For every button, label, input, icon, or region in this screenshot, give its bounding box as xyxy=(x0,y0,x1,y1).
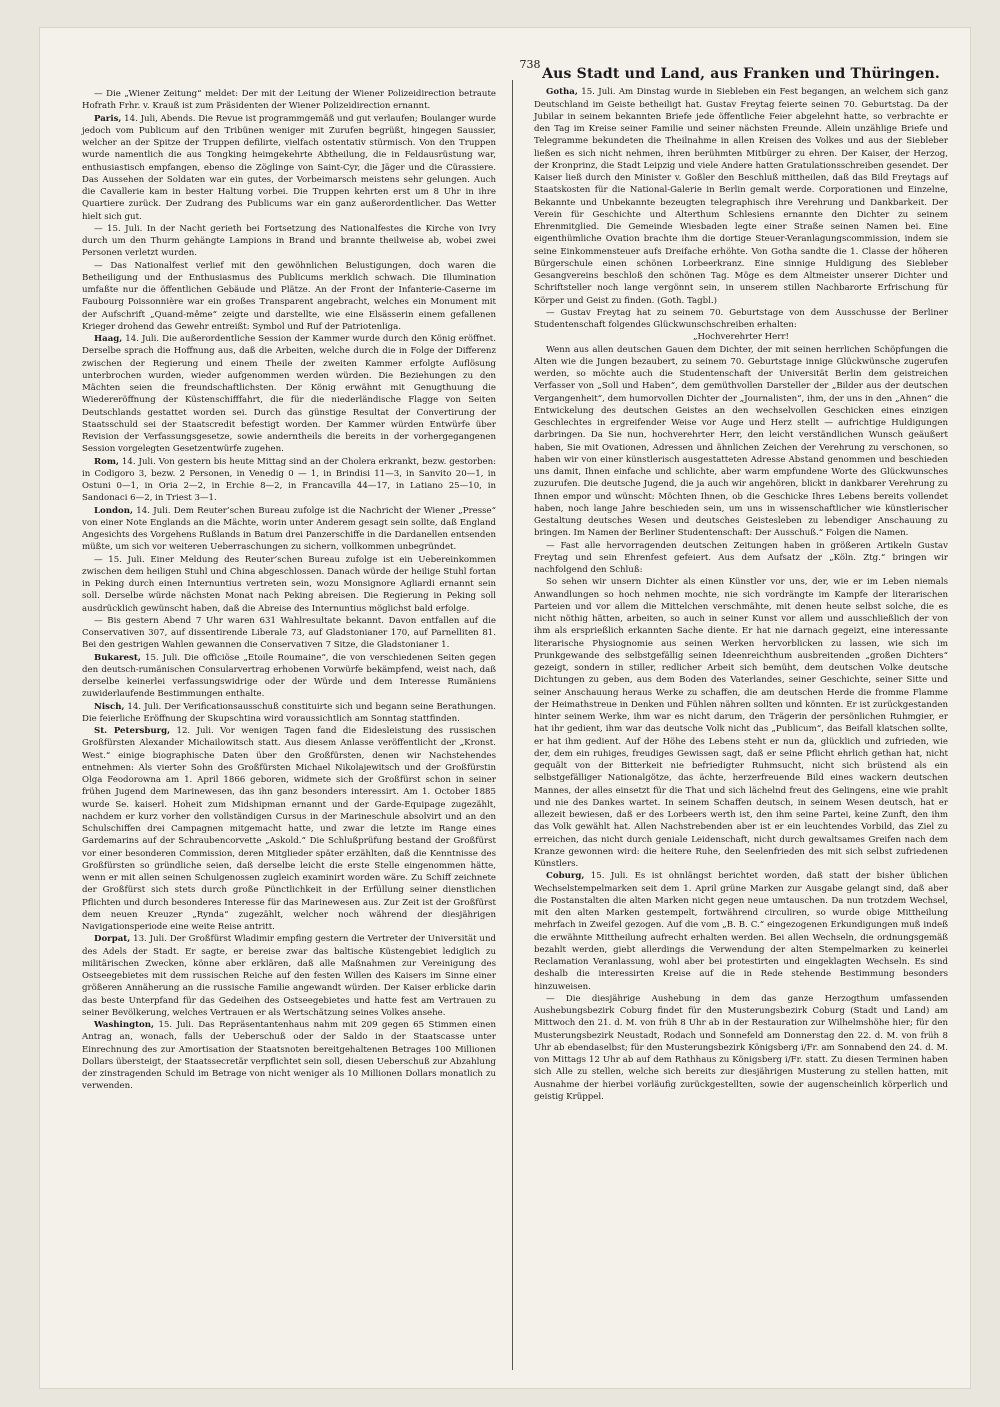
dateline: London, xyxy=(94,505,134,516)
article-paragraph xyxy=(534,86,948,307)
paragraph-text: — Die „Wiener Zeitung“ meldet: Der mit der Leitung der Wiener Polizeidirection betraute Hofrath Frhr. v. Krauß ist zum Präsidenten der Wiener Polizeidirection ernannt. xyxy=(82,89,496,112)
paragraph-text: — Das Nationalfest verlief mit den gewöhnlichen Belustigungen, doch waren die Betheiligung und der Enthusiasmus des Publicums merklich schwach. Die Illumination umfaßte nur die öffentlichen Gebäude und Plätze. An der Front der Infanterie-Caserne im Faubourg Poissonnière war ein großes Transparent angebracht, welches ein Monument mit der Aufschrift „Quand-même“ zeigte und darstellte, wie eine Elsässerin einem gefallenen Krieger drohend das Gewehr entreißt: Symbol und Ruf der Patriotenliga. xyxy=(82,260,496,332)
paragraph-text: 14. Juli. Dem Reuter’schen Bureau zufolge ist die Nachricht der Wiener „Presse“ von einer Note Englands an die Mächte, worin unter Anderem gesagt sein sollte, daß England Angesichts des Vorgehens Rußlands in Batum drei Panzerschiffe in die Dardanellen entsenden müßte, um sich vor weiteren Ueberraschungen zu sichern, vollkommen unbegründet. xyxy=(82,505,496,553)
paragraph-text: — Bis gestern Abend 7 Uhr waren 631 Wahlresultate bekannt. Davon entfallen auf die Conservativen 307, auf dissentirende Liberale 73, auf Gladstonianer 170, auf Parnelliten 81. Bei den gestrigen Wahlen gewannen die Conservativen 7 Sitze, die Gladstonianer 1. xyxy=(82,615,496,651)
article-paragraph xyxy=(82,88,496,113)
paragraph-text: Wenn aus allen deutschen Gauen dem Dichter, der mit seinen herrlichen Schöpfungen die Alten wie die Jungen bezaubert, zu seinem 70. Geburtstage innige Glückwünsche zugerufen werden, so möchte auch die Studentenschaft der Universität Berlin dem geistreichen Verfasser von „Soll und Haben“, dem gemüthvollen Darsteller der „Bilder aus der deutschen Vergangenheit“, dem humorvollen Dichter der „Journalisten“, ihm, der uns in den „Ahnen“ die Entwickelung des deutschen Geistes an den wechselvollen Geschicken eines einzigen Geschlechtes in ergreifender Weise vor Auge und Herz stellt — aufrichtige Huldigungen darbringen. Da Sie nun, hochverehrter Herr, den leicht verständlichen Wunsch geäußert haben, Sie mit Ovationen, Adressen und ähnlichen Zeichen der Verehrung zu verschonen, so haben wir von einer künstlerisch ausgestatteten Adresse Abstand genommen und beschieden uns damit, Ihnen einfache und schlichte, aber warm empfundene Worte des Glückwunsches zuzurufen. Die deutsche Jugend, die ja auch wir angehören, blickt in dankbarer Verehrung zu Ihnen empor und wünscht: Möchten Ihnen, ob die Geschicke Ihres Lebens bereits vollendet haben, noch lange Jahre beschieden sein, um uns in wissenschaftlicher wie künstlerischer Gestaltung deutsches Wesen und deutsches Geistesleben zu lebendiger Anschauung zu bringen. Im Namen der Berliner Studentenschaft: Der Ausschuß.“ Folgen die Namen. xyxy=(534,344,948,539)
dateline: Bukarest, xyxy=(94,652,141,663)
paragraph-text: — Gustav Freytag hat zu seinem 70. Geburtstage von dem Ausschusse der Berliner Studentenschaft folgendes Glückwunschschreiben erhalten: xyxy=(534,307,948,330)
article-paragraph xyxy=(534,993,948,1103)
article-paragraph xyxy=(82,701,496,726)
paragraph-text: 15. Juli. Das Repräsentantenhaus nahm mit 209 gegen 65 Stimmen einen Antrag an, wonach, falls der Ueberschuß oder der Saldo in der Staatscasse unter Einrechnung des zur Amortisation der Staatsnoten bereitgehaltenen Betrages 100 Millionen Dollars übersteigt, der Staatssecretär verpflichtet sein soll, diesen Ueberschuß zur Abzahlung der zinstragenden Schuld im Betrage von nicht weniger als 10 Millionen Dollars monatlich zu verwenden. xyxy=(82,1020,496,1092)
paragraph-text: — 15. Juli. In der Nacht gerieth bei Fortsetzung des Nationalfestes die Kirche von Ivry durch um den Thurm gehängte Lampions in Brand und brannte theilweise ab, wobei zwei Personen verletzt wurden. xyxy=(82,223,496,259)
dateline: Paris, xyxy=(94,113,122,124)
article-paragraph xyxy=(82,615,496,652)
article-paragraph xyxy=(82,113,496,223)
dateline: Dorpat, xyxy=(94,934,131,945)
paragraph-text: So sehen wir unsern Dichter als einen Künstler vor uns, der, wie er im Leben niemals Anwandlungen so hoch nehmen mochte, nie sich vordrängte im Kampfe der literarischen Parteien und vor allem die Mittelchen verschmähte, mit denen heute selbst solche, die es nicht nöthig hätten, arbeiten, so auch in seiner Kunst vor allem und ausschließlich der von ihm als ersprießlich erkannten Sache diente. Er hat nie darnach gegeizt, eine interessante literarische Physiognomie aus seinen Werken hervorblicken zu lassen, wie sich im Prunkgewande des selbstgefällig seinen Ideenreichthum ausbreitenden „großen Dichters“ gezeigt, sondern in stiller, redlicher Arbeit sich bemüht, dem deutschen Volke deutsche Dichtungen zu geben, aus dem Boden des Vaterlandes, seiner Geschichte, seiner Sitte und seiner Anschauung heraus Werke zu schaffen, die am deutschen Herde die fromme Flamme der Heimathstreue in Denken und Fühlen nähren sollten und könnten. Er ist zurückgestanden hinter seinem Werke, ihm war es nicht darum, den Trägerin der persönlichen Ruhmgier, er hat ihr gedient, ihm war das deutsche Volk nicht das „Publicum“, das Beifall klatschen sollte, er hat ihm gedient. Auf der Höhe des Lebens steht er nun da, glücklich und zufrieden, wie der, dem ein ruhiges, freudiges Gewissen sagt, daß er seine Pflicht ehrlich gethan hat, nicht gequält von der Bitterkeit nie befriedigter Ruhmsucht, nicht sich brüstend als ein selbstgefälliger Nationalgötze, das ächte, herzerfreuende Bild eines wackern deutschen Mannes, der alles einsetzt für die That und sich lächelnd freut des Gelingens, eine wie prahlt und nie des Dankes wartet. In seinem Schaffen deutsch, in seinem Wesen deutsch, hat er allezeit bewiesen, daß er des Lorbeers werth ist, den ihm seine Partei, keine Zunft, den ihm das Volk gewählt hat. Allen Nachstrebenden aber ist er ein leuchtendes Vorbild, das Ziel zu erreichen, das nicht durch geniale Leidenschaft, nicht durch gewaltsames Greifen nach dem Kranze gewonnen wird: die heitere Ruhe, den Seelenfrieden des mit sich selbst zufriedenen Künstlers. xyxy=(534,577,948,869)
article-paragraph xyxy=(534,307,948,332)
right-column-body xyxy=(534,86,948,1103)
page-number: 738 xyxy=(519,58,541,71)
article-paragraph xyxy=(534,540,948,577)
article-paragraph xyxy=(82,505,496,554)
article-paragraph xyxy=(82,933,496,1019)
newspaper-page xyxy=(40,28,970,1388)
article-paragraph xyxy=(534,576,948,870)
article-paragraph xyxy=(534,331,948,343)
paragraph-text: 14. Juli, Abends. Die Revue ist programmgemäß und gut verlaufen; Boulanger wurde jedoch vom Publicum auf den Tribünen weniger mit Zurufen begrüßt, hingegen Saussier, welcher an der Spitze der Truppen defilirte, vielfach ostentativ stürmisch. Von den Truppen wurde namentlich die aus Tongking heimgekehrte Abtheilung, die in Feldausrüstung war, enthusiastisch empfangen, ebenso die Zöglinge von Saint-Cyr, die Jäger und die Cürassiere. Das Aussehen der Soldaten war ein gutes, der Vorbeimarsch meistens sehr gelungen. Auch die Cavallerie kam in bester Haltung vorbei. Die Truppen kehrten erst um 8 Uhr in ihre Quartiere zurück. Der Zudrang des Publicums war ein ganz außerordentlicher. Das Wetter hielt sich gut. xyxy=(82,113,496,222)
right-column xyxy=(534,68,948,1103)
dateline: Haag, xyxy=(94,334,123,344)
paragraph-text: 14. Juli. Die außerordentliche Session der Kammer wurde durch den König eröffnet. Derselbe sprach die Hoffnung aus, daß die Arbeiten, welche durch die in Folge der Differenz zwischen der Regierung und einem Theile der zweiten Kammer erfolgte Auflösung unterbrochen wurden, wieder aufgenommen werden würden. Die Beziehungen zu den Mächten seien die freundschaftlichsten. Der König erwähnt mit Genugthuung die Wiedereröffnung der Küstenschifffahrt, die für die niederländische Flagge von Seiten Deutschlands gestattet worden sei. Durch das günstige Resultat der Convertirung der Staatsschuld sei der Staatscredit befestigt worden. Der Kammer würden Entwürfe über Revision der Verfassungsgesetze, sowie anderntheils die bereits in der vorhergegangenen Session vorgelegten Gesetzentwürfe zugehen. xyxy=(82,334,496,455)
article-paragraph xyxy=(82,223,496,260)
left-column xyxy=(82,88,496,1093)
paragraph-text: — 15. Juli. Einer Meldung des Reuter’schen Bureau zufolge ist ein Uebereinkommen zwischen dem heiligen Stuhl und China abgeschlossen. Danach würde der heilige Stuhl fortan in Peking durch einen Internuntius vertreten sein, wozu Monsignore Agliardi ernannt sein soll. Derselbe würde nächsten Monat nach Peking abreisen. Die Regierung in Peking soll ausdrücklich gewünscht haben, daß die Abreise des Internuntius möglichst bald erfolge. xyxy=(82,554,496,614)
column-divider xyxy=(512,80,513,1370)
paragraph-text: 15. Juli. Es ist ohnlängst berichtet worden, daß statt der bisher üblichen Wechselstempelmarken seit dem 1. April grüne Marken zur Ausgabe gelangt sind, daß aber die Postanstalten die alten Marken nicht gegen neue umtauschen. Da nun trotzdem Wechsel, mit den alten Marken gestempelt, fortwährend circuliren, so wurde obige Mittheilung mehrfach in Zweifel gezogen. Auf die vom „B. B. C.“ eingezogenen Erkundigungen muß indeß die erwähnte Mittheilung aufrecht erhalten werden. Bei allen Wechseln, die ordnungsgemäß bezahlt werden, giebt allerdings die Verwendung der alten Stempelmarken zu keinerlei Reclamation Veranlassung, wohl aber bei protestirten und eingeklagten Wechseln. Es sind deshalb die interessirten Kreise auf die in Rede stehende Bestimmung besonders hinzuweisen. xyxy=(534,871,948,992)
paragraph-text: „Hochverehrter Herr! xyxy=(693,332,789,343)
article-paragraph xyxy=(82,652,496,701)
paragraph-text: 13. Juli. Der Großfürst Wladimir empfing gestern die Vertreter der Universität und des Adels der Stadt. Er sagte, er bereise zwar das baltische Küstengebiet lediglich zu militärischen Zwecken, könne aber erklären, daß alle Maßnahmen zur Vereinigung des Ostseegebietes mit dem russischen Reiche auf den festen Willen des Kaisers im Sinne einer größeren Annäherung an die russische Familie angewandt würden. Der Kaiser erblicke darin das beste Unterpfand für das Gedeihen des Ostseegebietes und hatte fest am Vertrauen zu seiner Bevölkerung, welches Vertrauen er als Wertschätzung seines Volkes ansehe. xyxy=(82,934,496,1018)
paragraph-text: 14. Juli. Von gestern bis heute Mittag sind an der Cholera erkrankt, bezw. gestorben: in Codigoro 3, bezw. 2 Personen, in Venedig 0 — 1, in Brindisi 11—3, in Sanvito 20—1, in Ostuni 0—1, in Oria 2—2, in Erchie 8—2, in Francavilla 44—17, in Latiano 25—10, in Sandonaci 6—2, in Triest 3—1. xyxy=(82,456,496,504)
article-paragraph xyxy=(534,344,948,540)
article-paragraph xyxy=(82,333,496,456)
dateline: Nisch, xyxy=(94,701,125,712)
dateline: Rom, xyxy=(94,456,119,467)
paragraph-text: 15. Juli. Am Dinstag wurde in Siebleben ein Fest begangen, an welchem sich ganz Deutschland im Geiste betheiligt hat. Gustav Freytag feierte seinen 70. Geburtstag. Da der Jubilar in seinem bekannten Briefe jede öffentliche Feier abgelehnt hatte, so verbrachte er den Tag im Kreise seiner Familie und seiner nächsten Freunde. Allein unzählige Briefe und Telegramme bekundeten die Theilnahme in allen Kreisen des Volkes und aus der Siebleber ließen es sich nicht nehmen, ihren berühmten Mitbürger zu ehren. Der Kaiser, der Herzog, der Kronprinz, die Stadt Leipzig und viele Andere hatten Gratulationsschreiben gesendet. Der Kaiser ließ durch den Minister v. Goßler den Beschluß mittheilen, daß das Bild Freytags auf Staatskosten für die National-Galerie in Berlin gemalt werde. Corporationen und Einzelne, Bekannte und Unbekannte bezeugten telegraphisch ihre Verehrung und Dankbarkeit. Der Verein für Geschichte und Alterthum Schlesiens ernannte den Dichter zu seinem Ehrenmitglied. Die Gemeinde Wiesbaden legte einer Straße seinen Namen bei. Eine eigenthümliche Ovation brachte ihm die dortige Steuer-Veranlagungscommission, indem sie seine Einkommensteuer aufs Dreifache erhöhte. Von Gotha sandte die 1. Classe der höheren Bürgerschule einen schönen Lorbeerkranz. Eine sinnige Huldigung des Siebleber Gesangvereins beschloß den schönen Tag. Möge es dem Altmeister unserer Dichter und Schriftsteller noch lange vergönnt sein, in unserem stillen Nachbarorte Erfrischung für Körper und Geist zu finden. (Goth. Tagbl.) xyxy=(534,87,948,306)
article-paragraph xyxy=(82,260,496,334)
section-title: Aus Stadt und Land, aus Franken und Thüringen. xyxy=(542,66,940,82)
article-paragraph xyxy=(82,456,496,505)
article-paragraph xyxy=(534,870,948,993)
dateline: Coburg, xyxy=(546,871,585,882)
article-paragraph xyxy=(82,1019,496,1093)
article-paragraph xyxy=(82,554,496,615)
dateline: Gotha, xyxy=(546,87,578,98)
paragraph-text: 14. Juli. Der Verificationsausschuß constituirte sich und begann seine Berathungen. Die feierliche Eröffnung der Skupschtina wird voraussichtlich am Sonntag stattfinden. xyxy=(82,701,496,724)
dateline: Washington, xyxy=(94,1020,155,1030)
paragraph-text: — Die diesjährige Aushebung in dem das ganze Herzogthum umfassenden Aushebungsbezirk Coburg findet für den Musterungsbezirk Coburg (Stadt und Land) am Mittwoch den 21. d. M. von früh 8 Uhr ab in der Restauration zur Wilhelmshöhe hier; für den Musterungsbezirk Neustadt, Rodach und Sonnefeld am Donnerstag den 22. d. M. von früh 8 Uhr ab ebendaselbst; für den Musterungsbezirk Königsberg i/Fr. am Sonnabend den 24. d. M. von Mittags 12 Uhr ab auf dem Rathhaus zu Königsberg i/Fr. statt. Zu diesen Terminen haben sich Alle zu stellen, welche sich bereits zur diesjährigen Musterung zu stellen hatten, mit Ausnahme der hierbei vorläufig zurückgestellten, sowie der augenscheinlich körperlich und geistig Krüppel. xyxy=(534,993,948,1102)
paragraph-text: 12. Juli. Vor wenigen Tagen fand die Eidesleistung des russischen Großfürsten Alexander Michailowitsch statt. Aus diesem Anlasse veröffentlicht der „Kronst. West.“ einige biographische Daten über den Großfürsten, denen wir Nachstehendes entnehmen: Als vierter Sohn des Großfürsten Michael Nikolajewitsch und der Großfürstin Olga Feodorowna am 1. April 1866 geboren, widmete sich der Großfürst schon in seiner frühen Jugend dem Marinewesen, das ihn ganz besonders interessirt. Am 1. October 1885 wurde Se. kaiserl. Hoheit zum Midshipman ernannt und der Garde-Equipage zugezählt, nachdem er kurz vorher den vollständigen Cursus in der Marineschule absolvirt und an den Schulschiffen drei Campagnen mitgemacht hatte, und zwar die letzte im Range eines Gardemarins auf der Schraubencorvette „Askold.“ Die Schlußprüfung bestand der Großfürst vor einer besonderen Commission, deren Mitglieder später erzählten, daß die Kenntnisse des Großfürsten so gründliche seien, daß derselbe leicht die erste Stelle eingenommen hätte, wenn er mit allen seinen Schulgenossen zugleich examinirt worden wäre. Zu Schiff zeichnete der Großfürst sich stets durch große Pünctlichkeit in der Erfüllung seiner dienstlichen Pflichten und durch besonderes Interesse für das Marinewesen aus. Zur Zeit ist der Großfürst dem neuen Kreuzer „Rynda“ zugezählt, welcher noch während der diesjährigen Navigationsperiode eine weite Reise antritt. xyxy=(82,726,496,932)
paragraph-text: 15. Juli. Die officiöse „Etoile Roumaine“, die von verschiedenen Seiten gegen den deutsch-rumänischen Consularvertrag erhobenen Vorwürfe bekämpfend, weist nach, daß derselbe keinerlei verfassungswidrige oder der Würde und dem Interesse Rumäniens zuwiderlaufende Bestimmungen enthalte. xyxy=(82,652,496,700)
paragraph-text: — Fast alle hervorragenden deutschen Zeitungen haben in größeren Artikeln Gustav Freytag und sein Ehrenfest gefeiert. Aus dem Aufsatz der „Köln. Ztg.“ bringen wir nachfolgend den Schluß: xyxy=(534,540,948,575)
article-paragraph xyxy=(82,725,496,933)
dateline: St. Petersburg, xyxy=(94,726,171,736)
